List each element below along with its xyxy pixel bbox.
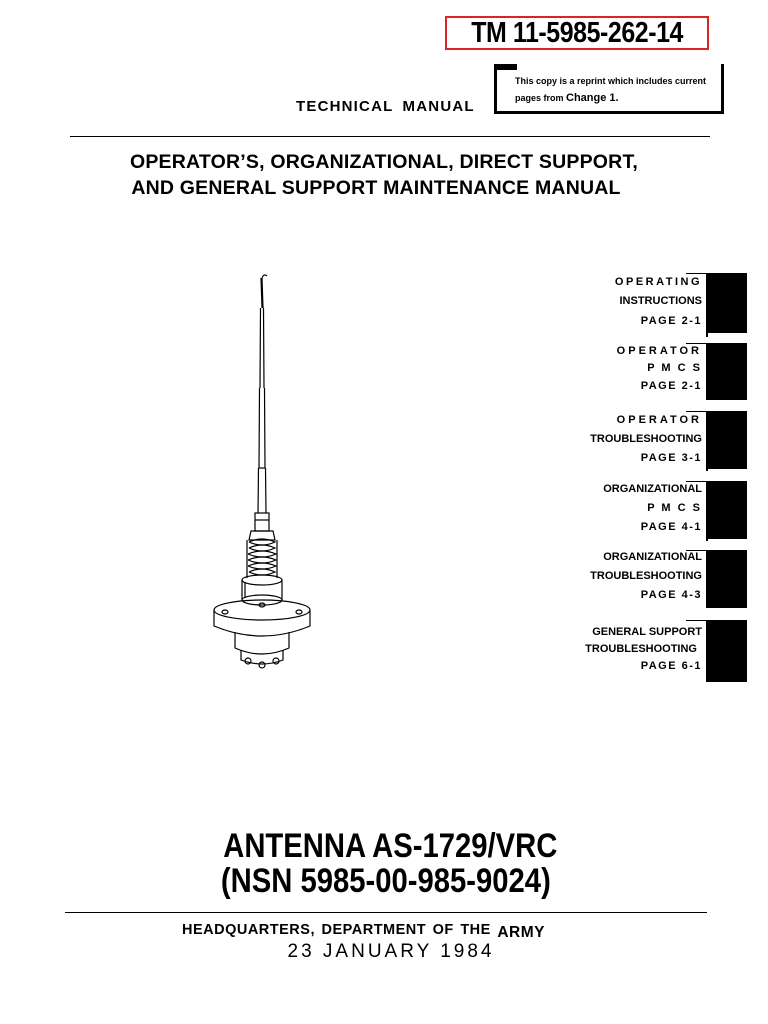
index-tab-rule-3: [686, 411, 708, 412]
reprint-line-2-prefix: pages from: [515, 93, 567, 103]
manual-title-line-2: AND GENERAL SUPPORT MAINTENANCE MANUAL: [131, 177, 621, 199]
index-6-line-3: PAGE 6-1: [640, 660, 702, 672]
index-tab-5[interactable]: [707, 550, 747, 608]
index-2-line-1: OPERATOR: [616, 345, 702, 357]
technical-manual-label: TECHNICAL MANUAL: [296, 98, 475, 115]
index-2-line-3: PAGE 2-1: [640, 380, 702, 392]
index-tab-2[interactable]: [707, 343, 747, 400]
index-tab-rule-4: [686, 481, 708, 482]
index-tab-1[interactable]: [707, 273, 747, 333]
index-1-line-1: OPERATING: [614, 276, 702, 288]
index-3-line-2: TROUBLESHOOTING: [590, 433, 702, 445]
nsn-title-text: (NSN 5985-00-985-9024): [221, 862, 551, 900]
antenna-illustration: [205, 268, 325, 678]
headquarters-prefix: HEADQUARTERS, DEPARTMENT OF THE: [182, 922, 498, 938]
index-tab-rule-6: [686, 620, 708, 621]
headquarters-army: ARMY: [497, 924, 545, 941]
tm-number: TM 11-5985-262-14: [471, 17, 683, 49]
headquarters-line: [182, 921, 545, 939]
reprint-notice-bracket: [497, 64, 517, 70]
index-3-line-3: PAGE 3-1: [640, 452, 702, 464]
antenna-title: [6, 827, 768, 866]
top-divider: [70, 136, 710, 137]
reprint-notice: [494, 64, 724, 114]
manual-title-line-1: OPERATOR’S, ORGANIZATIONAL, DIRECT SUPPORT,: [129, 151, 639, 173]
index-tab-6[interactable]: [707, 620, 747, 682]
index-2-line-2: P M C S: [647, 362, 702, 374]
index-4-line-3: PAGE 4-1: [640, 521, 702, 533]
index-4-line-1: ORGANIZATIONAL: [603, 483, 702, 495]
antenna-title-text: ANTENNA AS-1729/VRC: [222, 827, 558, 865]
index-tab-rule-1: [686, 273, 708, 274]
reprint-line-2: [515, 92, 619, 104]
index-5-line-3: PAGE 4-3: [640, 589, 702, 601]
index-tab-3[interactable]: [707, 411, 747, 469]
index-4-line-2: P M C S: [647, 502, 702, 514]
index-6-line-2: TROUBLESHOOTING: [585, 643, 697, 655]
nsn-title: [2, 862, 768, 901]
index-1-line-3: PAGE 2-1: [640, 315, 702, 327]
tm-number-box: [445, 16, 709, 50]
index-tab-4[interactable]: [707, 481, 747, 539]
publication-date: 23 JANUARY 1984: [287, 941, 495, 962]
index-6-line-1: GENERAL SUPPORT: [592, 626, 702, 638]
reprint-line-1: This copy is a reprint which includes current: [515, 76, 707, 86]
index-3-line-1: OPERATOR: [616, 414, 702, 426]
bottom-divider: [65, 912, 707, 913]
index-1-line-2: INSTRUCTIONS: [619, 295, 702, 307]
index-5-line-2: TROUBLESHOOTING: [590, 570, 702, 582]
index-5-line-1: ORGANIZATIONAL: [603, 551, 702, 563]
index-tab-rule-2: [686, 343, 708, 344]
reprint-change: Change 1.: [566, 92, 619, 104]
